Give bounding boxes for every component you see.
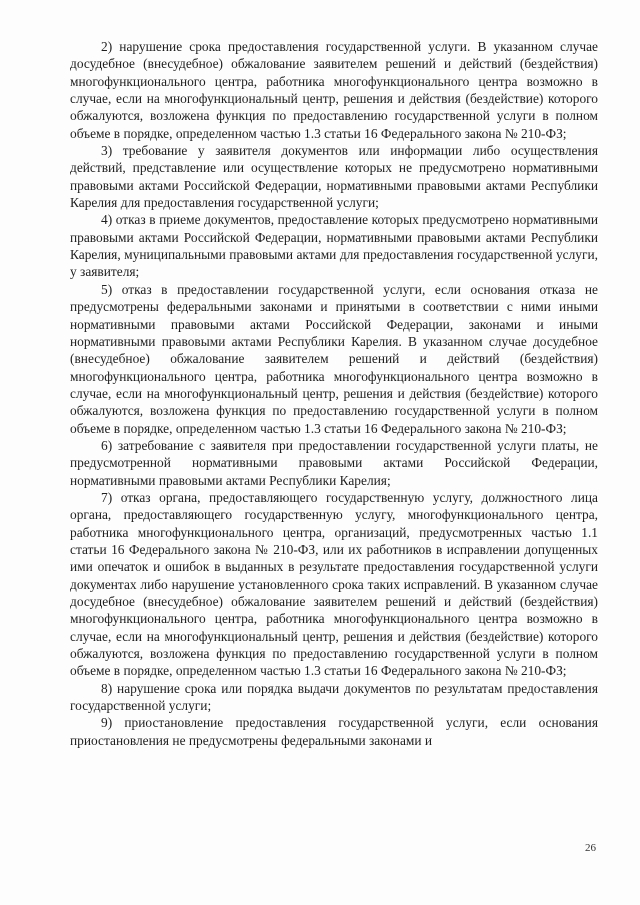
paragraph-item-5: 5) отказ в предоставлении государственной услуги, если основания отказа не предусмотрены федеральными законами и принятыми в соответствии с ними иными нормативными правовыми актами Российской Федерации, законами и иными нормативными правовыми актами Республики Карелия. В указанном случае досудебное (внесудебное) обжалование заявителем решений и действий (бездействия) многофункционального центра, работника многофункционального центра возможно в случае, если на многофункциональный центр, решения и действия (бездействие) которого обжалуются, возложена функция по предоставлению государственной услуги в полном объеме в порядке, определенном частью 1.3 статьи 16 Федерального закона № 210-ФЗ;: [70, 281, 598, 436]
paragraph-item-4: 4) отказ в приеме документов, предоставление которых предусмотрено нормативными правовыми актами Российской Федерации, нормативными правовыми актами Республики Карелия, муниципальными правовыми актами для предоставления государственной услуги, у заявителя;: [70, 212, 598, 280]
paragraph-item-2: 2) нарушение срока предоставления государственной услуги. В указанном случае досудебное (внесудебное) обжалование заявителем решений и действий (бездействия) многофункционального центра, работника многофункционального центра возможно в случае, если на многофункциональный центр, решения и действия (бездействие) которого обжалуются, возложена функция по предоставлению государственной услуги в полном объеме в порядке, определенном частью 1.3 статьи 16 Федерального закона № 210-ФЗ;: [70, 39, 598, 141]
paragraph-item-7: 7) отказ органа, предоставляющего государственную услугу, должностного лица органа, предоставляющего государственную услугу, многофункционального центра, работника многофункционального центра, организаций, предусмотренных частью 1.1 статьи 16 Федерального закона № 210-ФЗ, или их работников в исправлении допущенных ими опечаток и ошибок в выданных в результате предоставления государственной услуги документах либо нарушение установленного срока таких исправлений. В указанном случае досудебное (внесудебное) обжалование заявителем решений и действий (бездействия) многофункционального центра, работника многофункционального центра возможно в случае, если на многофункциональный центр, решения и действия (бездействие) которого обжалуются, возложена функция по предоставлению государственной услуги в полном объеме в порядке, определенном частью 1.3 статьи 16 Федерального закона № 210-ФЗ;: [70, 489, 598, 679]
document-body: [70, 38, 598, 749]
paragraph-item-3: 3) требование у заявителя документов или информации либо осуществления действий, представление или осуществление которых не предусмотрено нормативными правовыми актами Российской Федерации, нормативными правовыми актами Республики Карелия для предоставления государственной услуги;: [70, 143, 598, 211]
paragraph-item-9: 9) приостановление предоставления государственной услуги, если основания приостановления не предусмотрены федеральными законами и: [70, 715, 598, 748]
page-number: 26: [585, 842, 596, 854]
paragraph-item-6: 6) затребование с заявителя при предоставлении государственной услуги платы, не предусмотренной нормативными правовыми актами Российской Федерации, нормативными правовыми актами Республики Карелия;: [70, 437, 598, 488]
paragraph-item-8: 8) нарушение срока или порядка выдачи документов по результатам предоставления государственной услуги;: [70, 680, 598, 714]
